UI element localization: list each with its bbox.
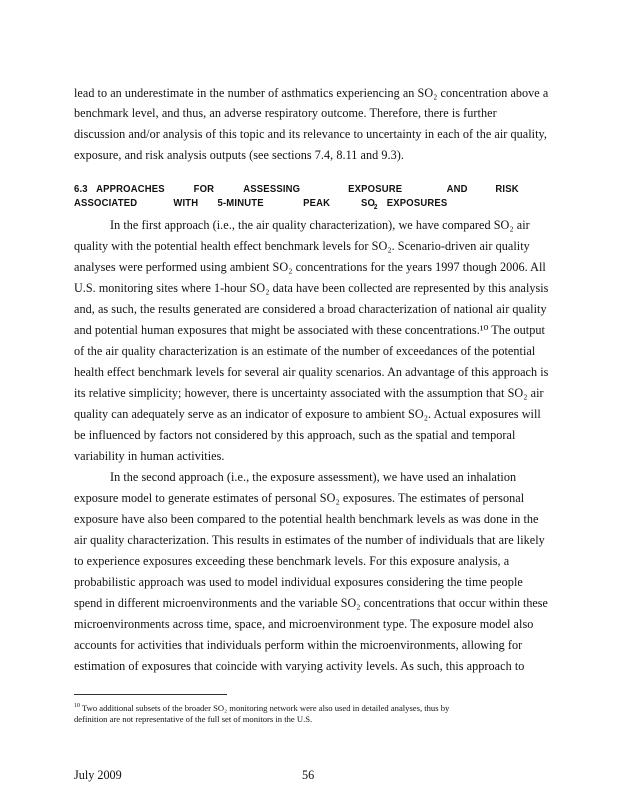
p2-line-4: air quality characterization. This results in estimates of the number of individuals that are likely xyxy=(74,533,545,547)
heading-word: ASSOCIATED xyxy=(74,198,138,209)
heading-word: WITH xyxy=(173,198,199,209)
p1-line-10: quality can adequately serve as an indicator of exposure to ambient SO₂. Actual exposures will xyxy=(74,407,541,421)
intro-line-4: exposure, and risk analysis outputs (see sections 7.4, 8.11 and 9.3). xyxy=(74,148,404,162)
p2-line-6: probabilistic approach was used to model individual exposures considering the time people xyxy=(74,575,523,589)
p2-line-5: to experience exposures exceeding these benchmark levels. For this exposure analysis, a xyxy=(74,554,510,568)
p2-line-1: In the second approach (i.e., the exposure assessment), we have used an inhalation xyxy=(110,470,517,484)
p1-line-12: variability in human activities. xyxy=(74,449,225,463)
heading-word: SO xyxy=(361,198,376,209)
p1-line-1: In the first approach (i.e., the air quality characterization), we have compared SO₂ air xyxy=(110,218,530,232)
heading-word: RISK xyxy=(495,184,519,195)
p1-line-9: its relative simplicity; however, there is uncertainty associated with the assumption that SO₂ air xyxy=(74,386,544,400)
p1-line-6: and potential human exposures that might be associated with these concentrations.¹⁰ The output xyxy=(74,323,545,337)
p1-line-8: health effect benchmark levels for several air quality scenarios. An advantage of this approach is xyxy=(74,365,549,379)
p2-line-7: spend in different microenvironments and the variable SO₂ concentrations that occur within these xyxy=(74,596,548,610)
section-heading-line-2 xyxy=(74,198,447,211)
p1-line-4: U.S. monitoring sites where 1-hour SO₂ data have been collected are represented by this analysis xyxy=(74,281,549,295)
heading-word: APPROACHES xyxy=(96,184,165,195)
p1-line-5: and, as such, the results generated are considered a broad characterization of national air quality xyxy=(74,302,547,316)
heading-word: EXPOSURE xyxy=(348,184,403,195)
intro-line-2: benchmark level, and thus, an adverse respiratory outcome. Therefore, there is further xyxy=(74,106,497,120)
p2-line-10: estimation of exposures that coincide with varying activity levels. As such, this approach to xyxy=(74,659,525,673)
heading-word: FOR xyxy=(193,184,215,195)
heading-word: EXPOSURES xyxy=(386,198,448,209)
p1-line-2: quality with the potential health effect benchmark levels for SO₂. Scenario-driven air quality xyxy=(74,239,530,253)
heading-number: 6.3 xyxy=(74,184,88,195)
section-heading-line-1 xyxy=(74,184,519,195)
footnote-separator xyxy=(74,694,227,695)
p2-line-9: accounts for activities that individuals perform within the microenvironments, allowing for xyxy=(74,638,523,652)
p1-line-7: of the air quality characterization is an estimate of the number of exceedances of the potential xyxy=(74,344,536,358)
footnote-number: 10 xyxy=(74,703,80,710)
p2-line-8: microenvironments across time, space, and microenvironment type. The exposure model also xyxy=(74,617,534,631)
p1-line-3: analyses were performed using ambient SO₂ concentrations for the years 1997 though 2006. All xyxy=(74,260,546,274)
p2-line-2: exposure model to generate estimates of personal SO₂ exposures. The estimates of personal xyxy=(74,491,525,505)
heading-word: 5-MINUTE xyxy=(217,198,264,209)
p1-line-11: be influenced by factors not considered by this approach, such as the spatial and temporal xyxy=(74,428,516,442)
footnote-text-1: Two additional subsets of the broader SO₂ monitoring network were also used in detailed analyses, thus by xyxy=(80,703,450,713)
p2-line-3: exposure have also been compared to the potential health benchmark levels as was done in the xyxy=(74,512,539,526)
heading-word: ASSESSING xyxy=(243,184,301,195)
footnote-line-2: definition are not representative of the full set of monitors in the U.S. xyxy=(74,714,313,724)
heading-word: PEAK xyxy=(303,198,331,209)
intro-line-1: lead to an underestimate in the number of asthmatics experiencing an SO₂ concentration above a xyxy=(74,86,549,100)
heading-word: AND xyxy=(446,184,468,195)
intro-line-3: discussion and/or analysis of this topic and its relevance to uncertainty in each of the air quality, xyxy=(74,127,548,141)
page-number: 56 xyxy=(302,768,315,782)
footer-date: July 2009 xyxy=(74,768,122,782)
footnote-line-1 xyxy=(74,703,449,713)
heading-subscript: 2 xyxy=(373,204,378,211)
